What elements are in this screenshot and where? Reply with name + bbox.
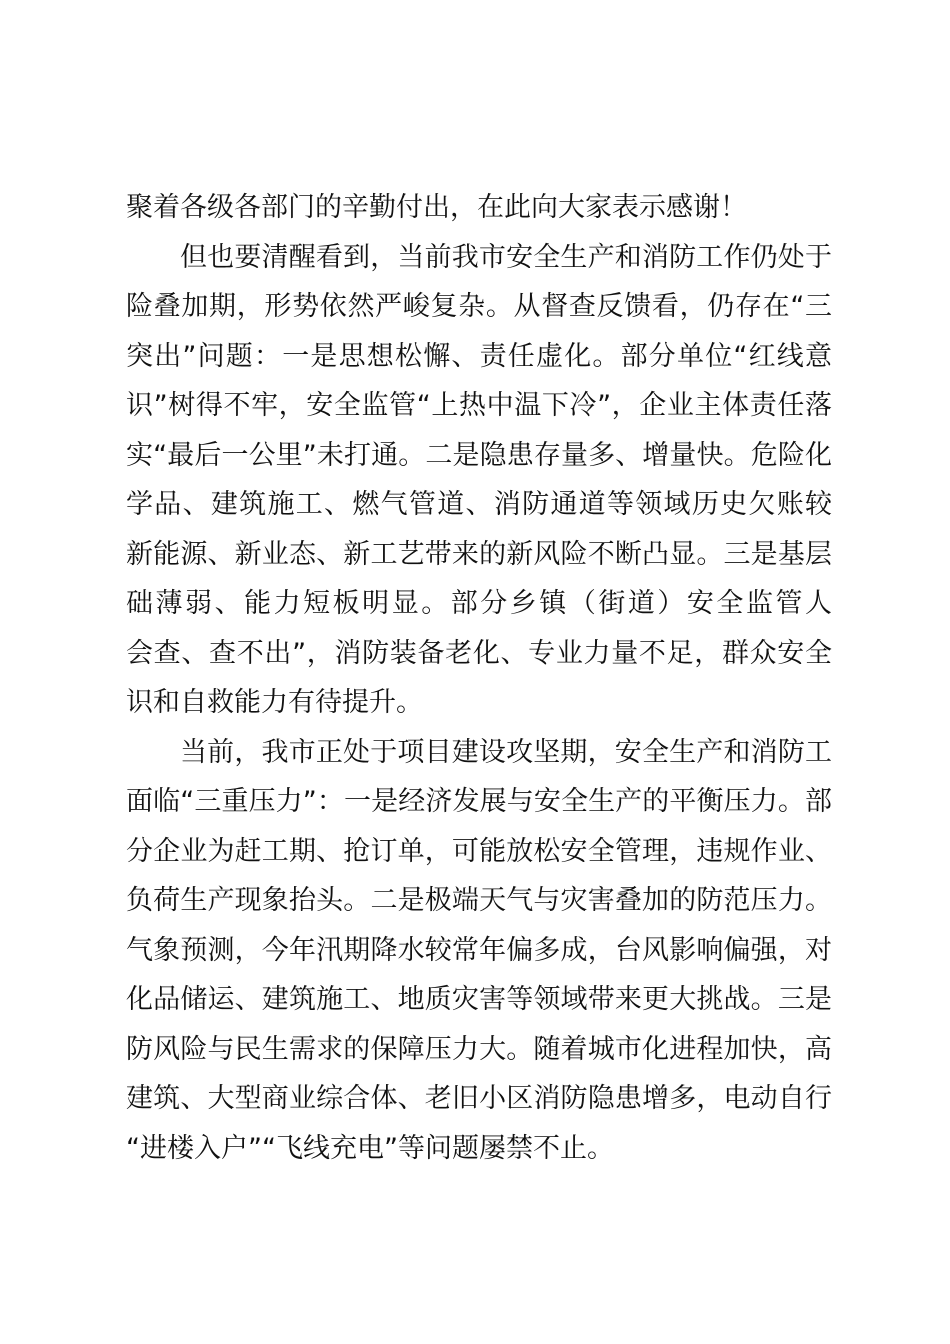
text-line: 建筑、大型商业综合体、老旧小区消防隐患增多，电动自行	[126, 1083, 832, 1114]
text-line: 会查、查不出”，消防装备老化、专业力量不足，群众安全	[126, 637, 832, 669]
text-line: 识”树得不牢，安全监管“上热中温下冷”，企业主体责任落	[126, 390, 832, 421]
paragraph-3	[126, 728, 832, 1174]
text-line: 负荷生产现象抬头。二是极端天气与灾害叠加的防范压力。	[126, 885, 832, 916]
text-line: 当前，我市正处于项目建设攻坚期，安全生产和消防工	[180, 736, 832, 768]
text-line: 识和自救能力有待提升。	[126, 687, 423, 718]
text-line: 气象预测，今年汛期降水较常年偏多成，台风影响偏强，对	[126, 934, 832, 966]
text-line: 防风险与民生需求的保障压力大。随着城市化进程加快，高	[126, 1033, 832, 1065]
text-line: 新能源、新业态、新工艺带来的新风险不断凸显。三是基层	[126, 538, 832, 570]
text-line: 险叠加期，形势依然严峻复杂。从督查反馈看，仍存在“三	[126, 291, 832, 322]
text-line: 但也要清醒看到，当前我市安全生产和消防工作仍处于	[180, 241, 832, 273]
text-line: 聚着各级各部门的辛勤付出，在此向大家表示感谢！	[126, 192, 747, 223]
paragraph-1	[126, 183, 832, 233]
text-line: 实“最后一公里”未打通。二是隐患存量多、增量快。危险化	[126, 439, 832, 471]
text-line: “进楼入户”“飞线充电”等问题屡禁不止。	[126, 1132, 614, 1164]
document-body	[126, 183, 832, 1173]
text-line: 础薄弱、能力短板明显。部分乡镇（街道）安全监管人	[126, 588, 832, 619]
paragraph-2	[126, 233, 832, 728]
text-line: 突出”问题：一是思想松懈、责任虚化。部分单位“红线意	[126, 340, 832, 372]
text-line: 面临“三重压力”：一是经济发展与安全生产的平衡压力。部	[126, 786, 832, 817]
text-line: 分企业为赶工期、抢订单，可能放松安全管理，违规作业、	[126, 835, 832, 867]
text-line: 化品储运、建筑施工、地质灾害等领域带来更大挑战。三是	[126, 984, 832, 1015]
text-line: 学品、建筑施工、燃气管道、消防通道等领域历史欠账较	[126, 489, 832, 520]
